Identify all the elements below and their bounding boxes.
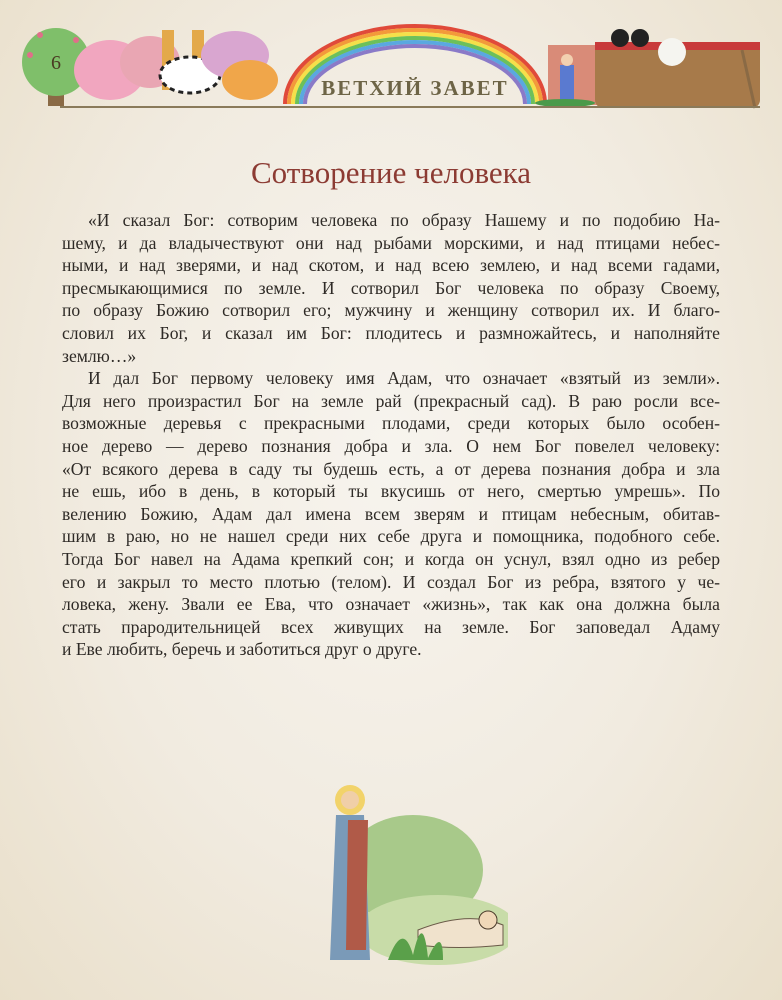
noah-icon (560, 65, 574, 105)
text-line: землю…» (62, 345, 137, 366)
page-number: 6 (51, 52, 61, 74)
text-line: шему, и да владычествуют они над рыбами морскими, и над птицами небес- (62, 232, 720, 253)
text-line: не ешь, ибо в день, в который ты вкусишь от него, смертью умрешь». По (62, 481, 720, 502)
section-title: ВЕТХИЙ ЗАВЕТ (321, 76, 509, 100)
paragraph-1 (62, 209, 720, 367)
text-line: «От всякого дерева в саду ты будешь есть, а от дерева познания добра и зла (62, 458, 720, 479)
text-line: стать прародительницей всех живущих на земле. Бог заповедал Адаму (62, 616, 720, 637)
penguin-icon (631, 29, 649, 47)
text-line: ное дерево — дерево познания добра и зла. О нем Бог повелел человеку: (62, 435, 720, 456)
text-line: и Еве любить, беречь и заботиться друг о друге. (62, 639, 422, 660)
article-title: Сотворение человека (250, 155, 532, 190)
article-body (62, 209, 720, 661)
text-line: ловека, жену. Звали ее Ева, что означает «жизнь», так как она должна была (62, 594, 720, 615)
text-line: ными, и над зверями, и над скотом, и над всею землею, и над всеми гадами, (62, 255, 720, 276)
text-line: пресмыкающимися по земле. И сотворил Бог человека по образу Своему, (62, 277, 720, 298)
paragraph-2 (62, 367, 720, 661)
creation-of-eve-illustration (318, 760, 508, 975)
text-line: словил их Бог, и сказал им Бог: плодитесь и размножайтесь, и наполняйте (62, 322, 720, 343)
lion-icon (222, 60, 278, 100)
text-line: И дал Бог первому человеку имя Адам, что означает «взятый из земли». (88, 368, 720, 389)
text-line: возможные деревья с прекрасными плодами, среди которых было особен- (62, 413, 720, 434)
polar-bear-icon (658, 38, 686, 66)
text-line: его и закрыл то место плотью (телом). И создал Бог из ребра, взятого у че- (62, 571, 720, 592)
text-line: шим в раю, но не нашел среди них себе друга и помощника, подобного себе. (62, 526, 720, 547)
header-banner (0, 0, 782, 115)
text-line: велению Божию, Адам дал имена всем зверям и птицам небесным, обитав- (62, 503, 720, 524)
text-line: по образу Божию сотворил его; мужчину и женщину сотворил их. И благо- (62, 300, 720, 321)
text-line: Для него произрастил Бог на земле рай (прекрасный сад). В раю росли все- (62, 390, 720, 411)
text-line: Тогда Бог навел на Адама крепкий сон; и когда он уснул, взял одно из ребер (62, 548, 720, 569)
text-line: «И сказал Бог: сотворим человека по образу Нашему и по подобию На- (88, 210, 720, 230)
